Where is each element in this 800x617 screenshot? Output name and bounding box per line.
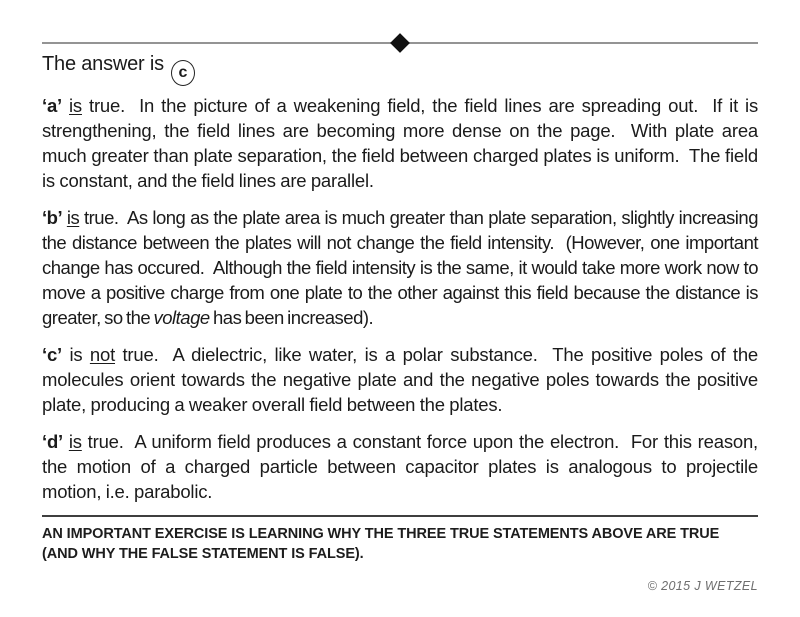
answer-body-b-part1: As long as the plate area is much greater than plate separation, slightly increasing the distance between the plates will not change the field intensity. (However, one important change has occured. Although the field intensity is the same, it would take more work now to move a positive charge from one plate to the other against this field because the distance is greater, so the (42, 207, 762, 328)
answer-letter-b: ‘b’ (42, 207, 63, 228)
text-run: true. (81, 95, 140, 116)
circled-answer-letter: c (171, 60, 195, 86)
answer-letter-c: ‘c’ (42, 344, 62, 365)
answer-prefix: The answer is (42, 53, 164, 75)
verdict-underline-d: is (68, 431, 82, 452)
answer-body-a: In the picture of a weakening field, the field lines are spreading out. If it is strengthening, the field lines are becoming more dense on the page. With plate area much greater than plate separation, the field between charged plates is uniform. The field is constant, and the field lines are parallel. (42, 95, 763, 191)
text-run: true. (81, 431, 135, 452)
copyright-notice: © 2015 J WETZEL (647, 579, 758, 593)
exercise-note: AN IMPORTANT EXERCISE IS LEARNING WHY THE THREE TRUE STATEMENTS ABOVE ARE TRUE (AND WHY THE FALSE STATEMENT IS FALSE). (42, 526, 720, 562)
answer-paragraph-c (42, 342, 763, 417)
answer-paragraph-a (42, 93, 763, 193)
verdict-underline-a: is (69, 95, 82, 116)
answer-paragraph-d (42, 429, 763, 504)
text-run (62, 95, 69, 116)
answer-body-b-part2: has been increased). (209, 307, 374, 328)
text-run: is (61, 344, 90, 365)
voltage-italic: voltage (153, 307, 210, 328)
answer-body-d: A uniform field produces a constant force upon the electron. For this reason, the motion of a charged particle between capacitor plates is analogous to projectile motion, i.e. parabolic. (42, 431, 763, 502)
answer-paragraph-b (42, 205, 762, 330)
top-rule (42, 42, 758, 44)
verdict-underline-b: is (66, 207, 80, 228)
bottom-rule (42, 515, 758, 517)
answer-letter-a: ‘a’ (42, 95, 62, 116)
text-run: true. (79, 207, 127, 228)
verdict-underline-c: not (89, 344, 116, 365)
text-run: true. (115, 344, 173, 365)
answer-line (42, 53, 758, 81)
answer-letter-d: ‘d’ (42, 431, 63, 452)
answer-body-c: A dielectric, like water, is a polar substance. The positive poles of the molecules orient towards the negative plate and the negative poles towards the positive plate, producing a weaker overall field between the plates. (42, 344, 763, 415)
diamond-ornament-icon (390, 33, 410, 53)
